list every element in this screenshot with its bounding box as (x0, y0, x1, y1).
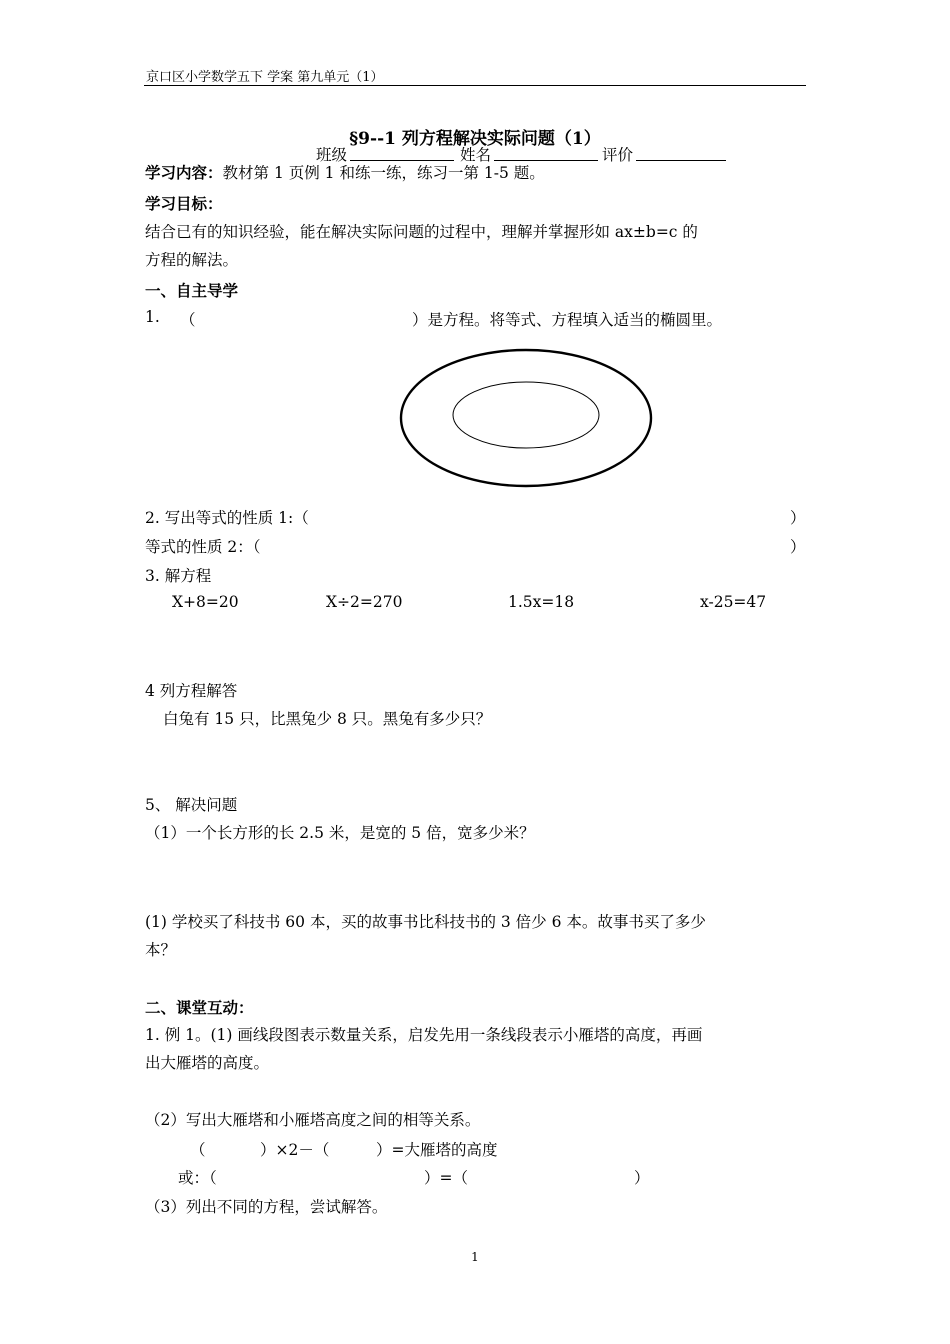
learning-goal-line2: 方程的解法。 (145, 251, 239, 269)
page-title: §9--1 列方程解决实际问题（1） (349, 129, 601, 149)
q1-number: 1. (145, 308, 160, 326)
q5-label: 5、 解决问题 (145, 796, 238, 814)
learning-content-label: 学习内容： (145, 163, 223, 182)
q4-text: 白兔有 15 只，比黑兔少 8 只。黑兔有多少只？ (163, 710, 492, 728)
q5-2-line2: 本？ (145, 941, 177, 959)
example1-part2: （2）写出大雁塔和小雁塔高度之间的相等关系。 (145, 1111, 481, 1129)
page-number: 1 (471, 1250, 479, 1264)
learning-goal-label: 学习目标： (145, 194, 223, 213)
equation-4: x-25=47 (700, 593, 767, 611)
class-blank[interactable] (350, 146, 454, 161)
q5-1-text: （1）一个长方形的长 2.5 米，是宽的 5 倍，宽多少米？ (145, 824, 535, 842)
learning-goal-line1: 结合已有的知识经验，能在解决实际问题的过程中，理解并掌握形如 ax±b=c 的 (145, 223, 698, 241)
relation2-blank2[interactable] (472, 1162, 628, 1186)
q3-label: 3. 解方程 (145, 567, 212, 585)
equation-1: X+8=20 (172, 593, 239, 611)
relation2-label: 或：（ (178, 1169, 217, 1187)
example1-part3: （3）列出不同的方程，尝试解答。 (145, 1198, 388, 1216)
relation2-mid: ）=（ (424, 1169, 468, 1187)
relation1-mid: ）×2－（ (260, 1141, 330, 1159)
learning-content-text: 教材第 1 页例 1 和练一练，练习一第 1-5 题。 (222, 164, 545, 182)
outer-ellipse[interactable] (401, 350, 651, 486)
eval-blank[interactable] (636, 146, 726, 161)
header-rule (144, 85, 806, 86)
example1-line1: 1. 例 1。(1) 画线段图表示数量关系，启发先用一条线段表示小雁塔的高度，再画 (145, 1026, 703, 1044)
q1-answer-blank[interactable] (196, 304, 408, 328)
relation1-blank1[interactable] (206, 1134, 254, 1158)
q1-open-paren: （ (180, 311, 196, 329)
equation-2: X÷2=270 (326, 593, 403, 611)
name-blank[interactable] (494, 146, 598, 161)
relation1-blank2[interactable] (340, 1134, 370, 1158)
relation2-blank1[interactable] (240, 1162, 418, 1186)
relation2-close: ） (634, 1169, 650, 1187)
section1-heading: 一、自主导学 (145, 281, 239, 300)
q2-close2: ） (790, 538, 806, 556)
q2-close1: ） (790, 509, 806, 527)
name-label: 姓名 (460, 146, 492, 164)
q2-line2: 等式的性质 2：（ (145, 538, 261, 556)
section2-heading: 二、课堂互动： (145, 998, 254, 1017)
q5-2-line1: (1) 学校买了科技书 60 本，买的故事书比科技书的 3 倍少 6 本。故事书买了多少 (145, 913, 706, 931)
relation1-end: ）=大雁塔的高度 (376, 1141, 498, 1159)
example1-line2: 出大雁塔的高度。 (145, 1054, 270, 1072)
inner-ellipse[interactable] (453, 382, 599, 448)
q1-text: ）是方程。将等式、方程填入适当的椭圆里。 (412, 311, 723, 329)
nested-ellipses-diagram (395, 342, 661, 490)
relation1-open: （ (190, 1141, 206, 1159)
equation-3: 1.5x=18 (508, 593, 575, 611)
q4-label: 4 列方程解答 (145, 682, 238, 700)
q2-line1: 2. 写出等式的性质 1:（ (145, 509, 309, 527)
header-text: 京口区小学数学五下 学案 第九单元（1） (146, 70, 384, 85)
class-label: 班级 (316, 146, 348, 164)
eval-label: 评价 (602, 146, 634, 164)
learning-content (145, 161, 545, 183)
